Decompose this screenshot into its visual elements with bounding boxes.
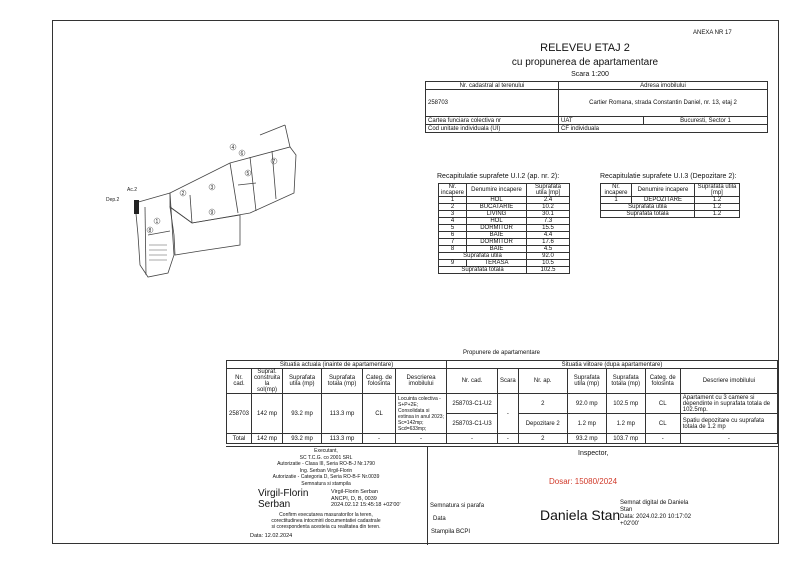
recap-u2-cell-nr: 7	[439, 239, 467, 246]
recap-u2-totala-value: 102.5	[527, 267, 570, 274]
recap-u3-h-den: Denumire incapere	[632, 184, 695, 197]
page-subtitle: cu propunerea de apartamentare	[511, 57, 659, 68]
h-sutila2: Suprafata utila (mp)	[567, 369, 606, 394]
f2-cad: 258703-C1-U3	[447, 414, 498, 434]
exec-l4: Ing. Serban Virgil-Florin	[299, 467, 353, 474]
recap-u2-cell-nr: 3	[439, 211, 467, 218]
f2-stotala: 1.2 mp	[606, 414, 645, 434]
f1-categ: CL	[645, 394, 680, 414]
recap-u2-row	[439, 211, 570, 218]
recap-u2-cell-nr: 4	[439, 218, 467, 225]
f1-stotala: 102.5 mp	[606, 394, 645, 414]
cad-value: 258703	[426, 90, 559, 117]
recap-u2-cell-sup: 2.4	[527, 197, 570, 204]
t-categ: -	[363, 434, 396, 444]
f2-categ: CL	[645, 414, 680, 434]
recap-u2-cell-nr: 6	[439, 232, 467, 239]
exec-l3: Autorizatie - Clasa III, Seria RO-B-J Nr.1790	[277, 461, 375, 467]
exec-l6: Semnatura si stampila	[301, 480, 351, 487]
exec-l1: Executant,	[314, 448, 338, 454]
proposal-title: Propunere de apartamentare	[462, 350, 541, 356]
recap-u3-row-sup: 1.2	[695, 197, 740, 204]
recap-u2-cell-den: LIVING	[467, 211, 527, 218]
ac-label: Ac.2	[127, 187, 138, 193]
exec-sig-d3: 2024.02.12 15:45:18 +02'00'	[331, 502, 401, 508]
recap-u2-cell-den: DORMITOR	[467, 239, 527, 246]
a-categ: CL	[363, 394, 396, 434]
recap-u2-cell-den: HOL	[467, 197, 527, 204]
exec-l5: Autorizatie - Categoria D, Seria RO-B-F Nr.0039	[272, 474, 380, 480]
recap-u2-cell-den: DORMITOR	[467, 225, 527, 232]
inspector-label: Inspector,	[578, 450, 609, 457]
recap-u2-table	[438, 183, 570, 274]
recap-u2-row	[439, 239, 570, 246]
h-nrcad2: Nr. cad.	[447, 369, 498, 394]
t-desc: -	[396, 434, 447, 444]
f1-sutila: 92.0 mp	[567, 394, 606, 414]
recap-u2-cell-den: BAIE	[467, 246, 527, 253]
proposal-table	[226, 360, 778, 444]
dep-label: Dep.2	[106, 197, 120, 203]
insp-sig-d2: Stan	[620, 507, 633, 513]
h-nrap: Nr. ap.	[518, 369, 567, 394]
plan-outline-upper	[170, 144, 296, 223]
exec-sig-d1: Virgil-Florin Serban	[331, 489, 378, 495]
h-cad: Nr. cadastral al terenului	[426, 82, 559, 90]
recap-u3-totala-label: Suprafata totala	[601, 211, 695, 218]
staircase-mark	[134, 200, 139, 214]
annex-label: ANEXA NR 17	[693, 30, 732, 36]
recap-u2-row	[439, 204, 570, 211]
recap-u2-cell-sup: 4.5	[527, 246, 570, 253]
recap-u2-totala-label: Suprafata totala	[439, 267, 527, 274]
a-sutila: 93.2 mp	[283, 394, 322, 434]
inspector-sem-label: Semnatura si parafa	[430, 503, 485, 509]
room-3: 3	[210, 184, 214, 191]
recap-u2-row	[439, 218, 570, 225]
recap-u2-row	[439, 246, 570, 253]
h-stotala2: Suprafata totala (mp)	[606, 369, 645, 394]
plan-outline-mid	[170, 207, 240, 255]
recap-u2-cell-sup: 30.1	[527, 211, 570, 218]
recap-u2-terasa-den: TERASA	[467, 260, 527, 267]
recap-u3-row-den: DEPOZITARE	[632, 197, 695, 204]
h-scara: Scara	[498, 369, 519, 394]
f1-cad: 258703-C1-U2	[447, 394, 498, 414]
executant-date: Data: 12.02.2024	[250, 533, 293, 539]
executant-signature	[258, 488, 308, 510]
recap-u3-title: Recapitulatie suprafete U.I.3 (Depozitare 2):	[600, 173, 737, 180]
h-desc: Descrierea imobilului	[396, 369, 447, 394]
executant-digital-sig	[331, 489, 401, 509]
uat-value: Bucuresti, Sector 1	[644, 117, 768, 125]
floor-plan	[100, 95, 300, 305]
dosar-label: Dosar: 15080/2024	[549, 477, 618, 486]
recap-u2-row	[439, 232, 570, 239]
recap-u3-h-nr: Nr. incapere	[601, 184, 632, 197]
room-8: 8	[148, 227, 152, 234]
room-9: 9	[210, 209, 214, 216]
exec-l2: SC T.C.G. co 2001 SRL	[299, 454, 353, 461]
exec-c3: si corespondenta acesteia cu realitatea din teren.	[271, 524, 381, 530]
h-desc2: Descriere imobilului	[680, 369, 777, 394]
recap-u3-utila-label: Suprafata utila	[601, 204, 695, 211]
recap-u2-cell-sup: 7.3	[527, 218, 570, 225]
t-desc2: -	[680, 434, 777, 444]
recap-u3-utila-value: 1.2	[695, 204, 740, 211]
a-desc: Locuinta colectiva - S+P+2E; Consolidata si extinsa in anul 2023; Sc=142mp; Scd=633mp;	[396, 394, 447, 434]
recap-u2-cell-nr: 2	[439, 204, 467, 211]
room-5: 5	[246, 170, 250, 177]
floor-plan-drawing	[100, 95, 300, 305]
recap-u2-title: Recapitulatie suprafete U.I.2 (ap. nr. 2):	[437, 173, 560, 180]
h-sconstr: Supraf. construita la sol(mp)	[252, 369, 283, 394]
executant-block	[226, 448, 426, 487]
recap-u2-terasa-value: 10.5	[527, 260, 570, 267]
plan-outline-left	[135, 193, 174, 277]
exec-sig-name2: Serban	[258, 499, 291, 510]
t-ap: 2	[518, 434, 567, 444]
recap-u2-utila-value: 92.0	[527, 253, 570, 260]
f2-desc: Spatiu depozitare cu suprafata totala de 1.2 mp	[680, 414, 777, 434]
uat-label: UAT	[559, 117, 644, 125]
room-7: 7	[272, 158, 276, 165]
recap-u2-cell-nr: 8	[439, 246, 467, 253]
t-stotala2: 103.7 mp	[606, 434, 645, 444]
h-categ2: Categ. de folosinta	[645, 369, 680, 394]
recap-u2-row	[439, 225, 570, 232]
recap-u2-cell-sup: 17.6	[527, 239, 570, 246]
inspector-stampila: Stampila BCPI	[431, 529, 471, 535]
h-categ: Categ. de folosinta	[363, 369, 396, 394]
h-addr: Adresa imobilului	[559, 82, 768, 90]
signature-divider	[427, 447, 428, 545]
room-6: 6	[240, 150, 244, 157]
room-4: 4	[231, 144, 235, 151]
f2-ap: Depozitare 2	[518, 414, 567, 434]
cod-label: Cod unitate individuala (UI)	[426, 125, 559, 133]
t-cad2: -	[447, 434, 498, 444]
a-sconstr: 142 mp	[252, 394, 283, 434]
recap-u2-cell-sup: 4.4	[527, 232, 570, 239]
h-nrcad: Nr. cad.	[227, 369, 252, 394]
inspector-signature: Daniela Stan	[540, 507, 621, 523]
recap-u2-cell-sup: 15.5	[527, 225, 570, 232]
recap-u3-totala-value: 1.2	[695, 211, 740, 218]
recap-u2-cell-den: BUCATARIE	[467, 204, 527, 211]
scale-label: Scara 1:200	[571, 71, 609, 78]
scara-value: -	[498, 394, 519, 434]
a-cad: 258703	[227, 394, 252, 434]
recap-u2-cell-nr: 5	[439, 225, 467, 232]
t-sutila: 93.2 mp	[283, 434, 322, 444]
header-table	[425, 81, 768, 133]
recap-u3-row-nr: 1	[601, 197, 632, 204]
recap-u2-utila-label: Suprafata utila	[439, 253, 527, 260]
insp-sig-d4: +02'00'	[620, 521, 640, 527]
f2-sutila: 1.2 mp	[567, 414, 606, 434]
t-sconstr: 142 mp	[252, 434, 283, 444]
executant-confirm	[226, 512, 426, 530]
inspector-data-label: Data	[433, 516, 446, 522]
recap-u3-table	[600, 183, 740, 218]
t-scara: -	[498, 434, 519, 444]
recap-u2-h-sup: Suprafata utila [mp]	[527, 184, 570, 197]
h-sutila: Suprafata utila (mp)	[283, 369, 322, 394]
recap-u2-cell-nr: 1	[439, 197, 467, 204]
exec-sig-name1: Virgil-Florin	[258, 488, 309, 499]
a-stotala: 113.3 mp	[322, 394, 363, 434]
recap-u2-row	[439, 197, 570, 204]
insp-sig-d1: Semnat digital de Daniela	[620, 500, 689, 506]
recap-u2-cell-den: HOL	[467, 218, 527, 225]
recap-u3-h-sup: Suprafata utila [mp]	[695, 184, 740, 197]
recap-u2-terasa-nr: 9	[439, 260, 467, 267]
recap-u2-h-nr: Nr. incapere	[439, 184, 467, 197]
inspector-digital-sig	[620, 500, 691, 528]
t-sutila2: 93.2 mp	[567, 434, 606, 444]
addr-value: Cartier Romana, strada Constantin Daniel, nr. 13, etaj 2	[559, 90, 768, 117]
t-stotala: 113.3 mp	[322, 434, 363, 444]
cf-ind-label: CF individuala	[559, 125, 768, 133]
exec-c2: corectitudinea intocmirii documentatiei cadastrale	[271, 518, 381, 524]
proposal-future-title: Situatia viitoare (dupa apartamentare)	[447, 361, 778, 369]
page-title: RELEVEU ETAJ 2	[540, 42, 630, 54]
proposal-actual-title: Situatia actuala (inainte de apartamentare)	[227, 361, 447, 369]
recap-u2-cell-den: BAIE	[467, 232, 527, 239]
room-1: 1	[155, 218, 159, 225]
recap-u2-h-den: Denumire incapere	[467, 184, 527, 197]
f1-desc: Apartament cu 3 camere si dependinte in suprafata totala de 102.5mp.	[680, 394, 777, 414]
room-2: 2	[181, 190, 185, 197]
f1-ap: 2	[518, 394, 567, 414]
cf-label: Cartea funciara colectiva nr	[426, 117, 559, 125]
exec-c1: Confirm executarea masuratorilor la teren,	[279, 512, 373, 518]
recap-u2-cell-sup: 10.2	[527, 204, 570, 211]
t-label: Total	[227, 434, 252, 444]
insp-sig-d3: Data: 2024.02.20 10:17:02	[620, 514, 692, 520]
exec-sig-d2: ANCPI, D, B, 0039	[331, 495, 377, 502]
t-categ2: -	[645, 434, 680, 444]
h-stotala: Suprafata totala (mp)	[322, 369, 363, 394]
